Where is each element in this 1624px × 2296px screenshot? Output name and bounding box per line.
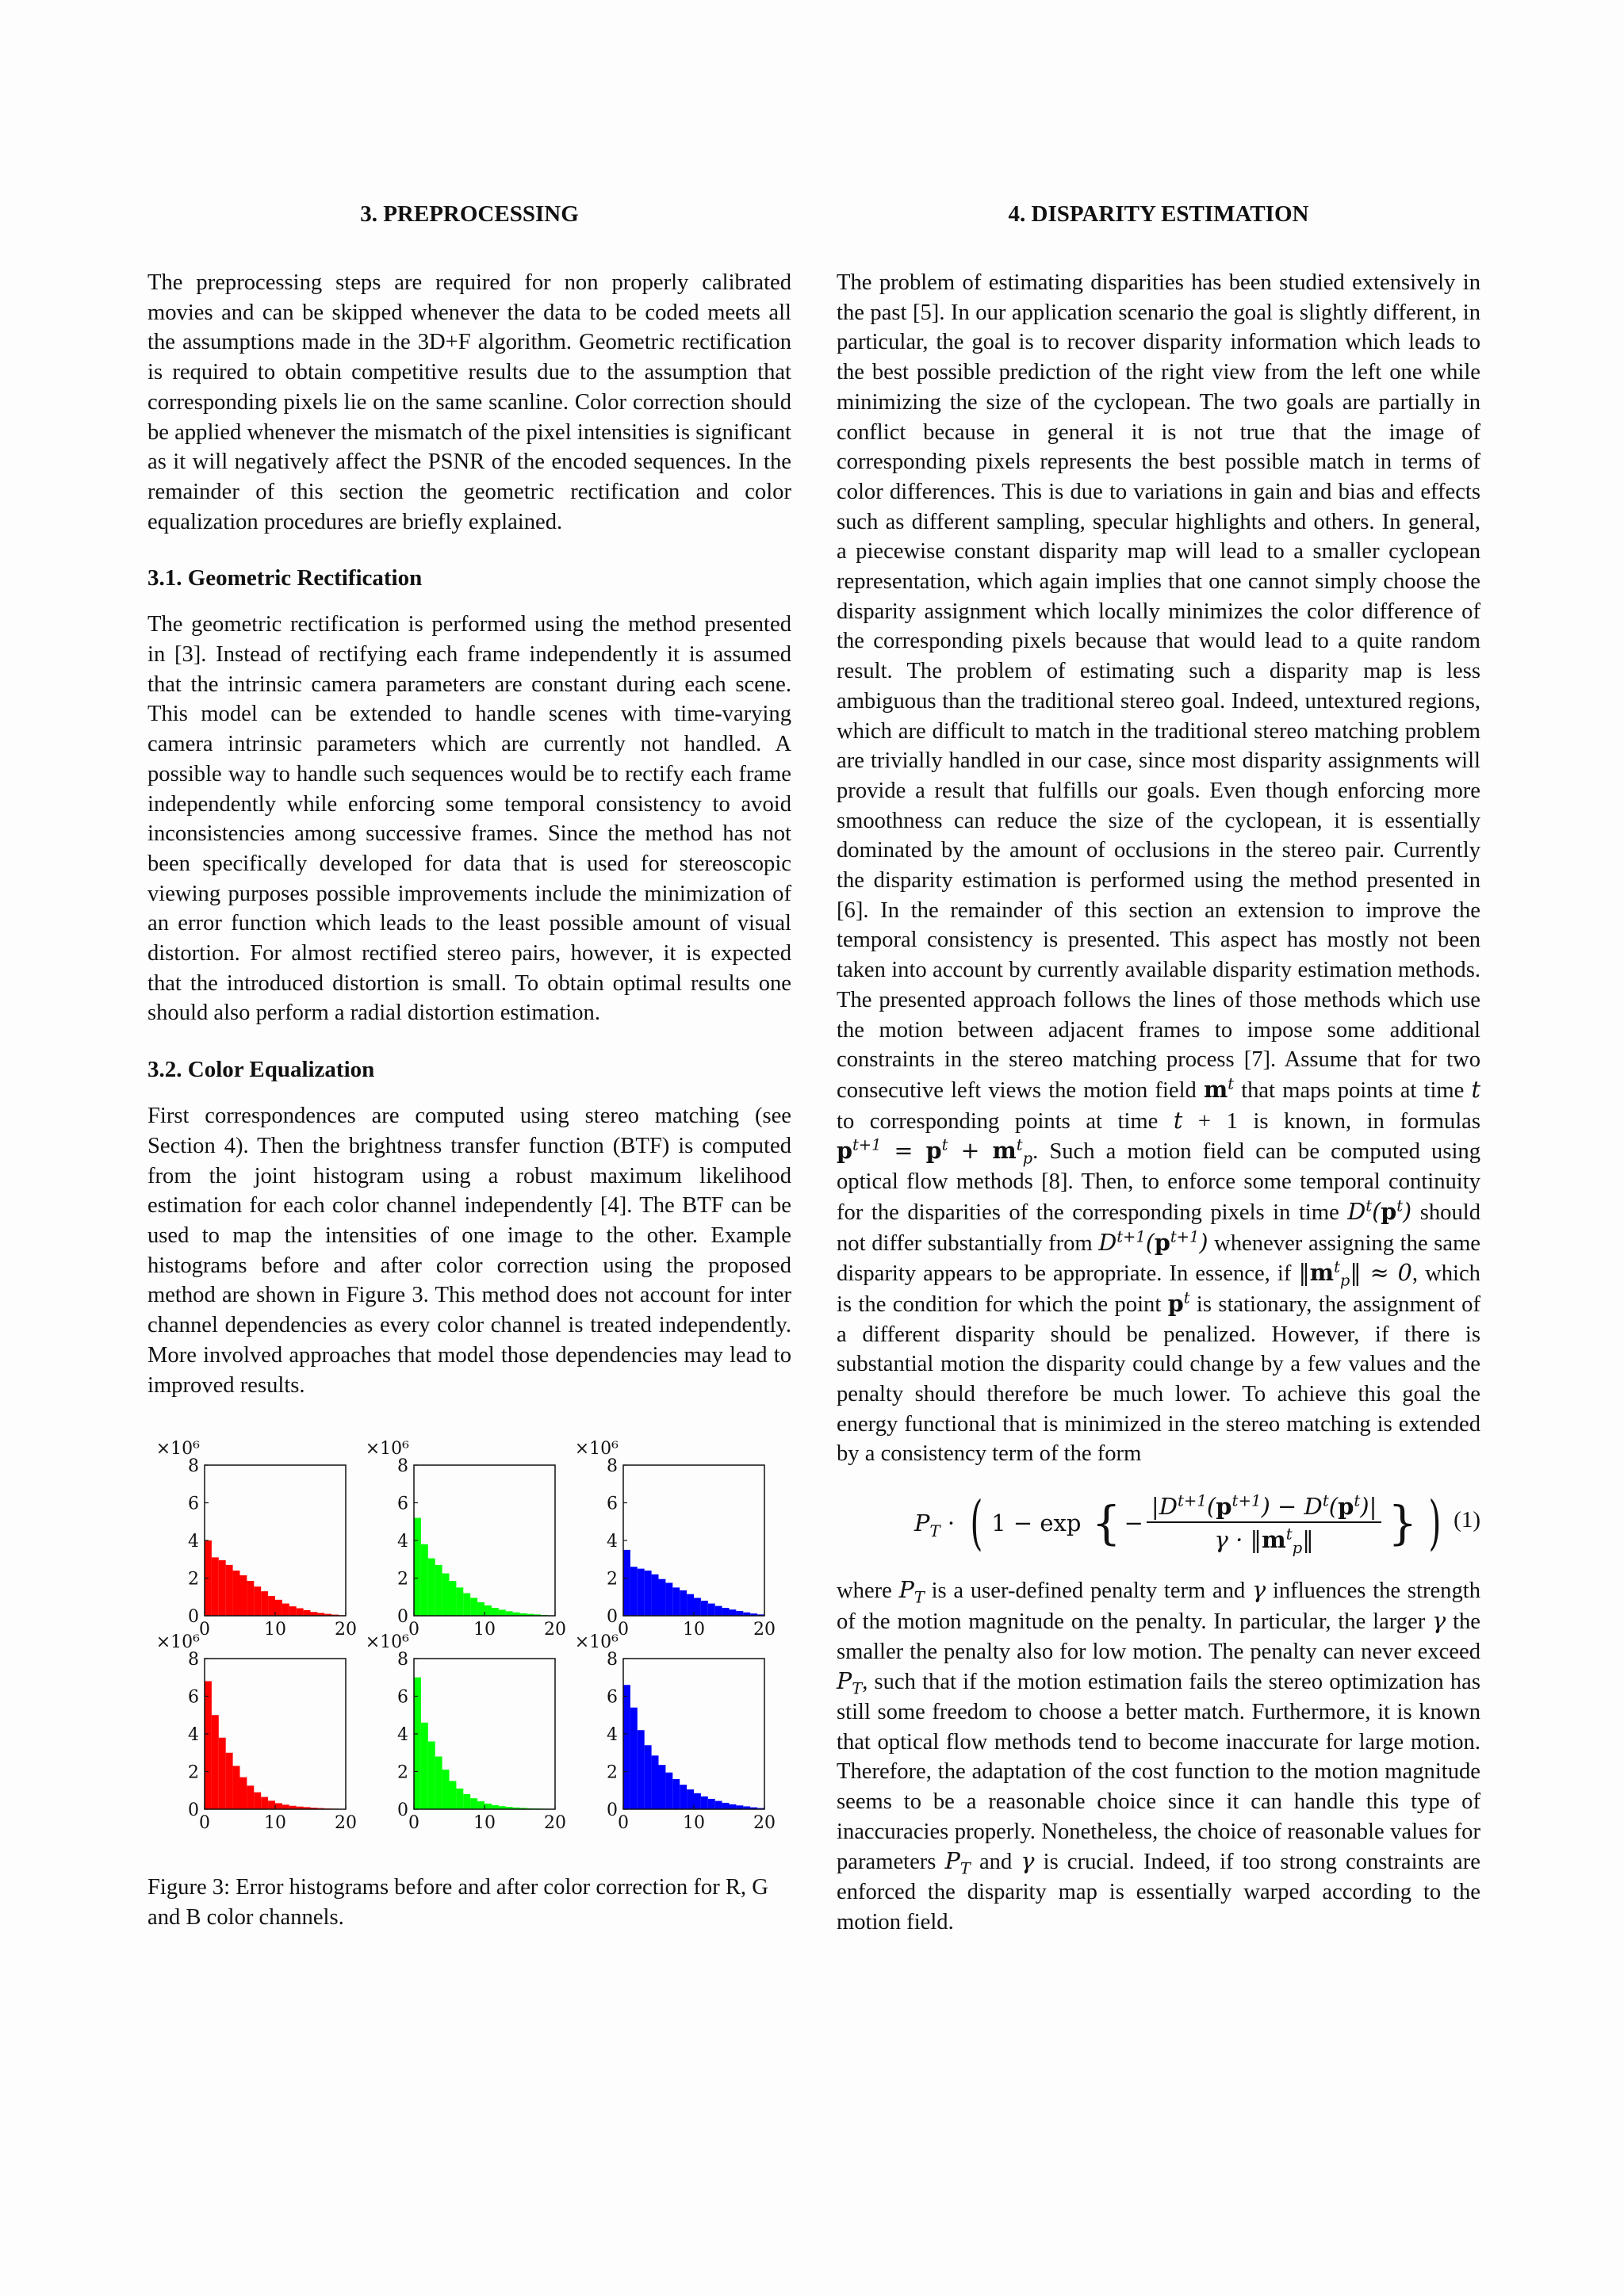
histogram-bar [304, 1610, 311, 1616]
histogram-bar [240, 1575, 247, 1616]
histogram-bar [414, 1518, 421, 1617]
subsection-3-1-title: 3.1. Geometric Rectification [147, 565, 423, 591]
x-tick-label: 20 [544, 1620, 566, 1640]
y-scale-label: ×10⁶ [155, 1439, 200, 1460]
histogram-bar [499, 1610, 506, 1617]
histogram-bar [477, 1801, 485, 1809]
section-3-intro: The preprocessing steps are required for non properly calibrated movies and can be skipped whenever the data to be coded meets all the assumptions made in the 3D+F algorithm. Geometric rectification is required to obtain competitive results due to the assumption that corresponding pixels lie on the same scanline. Color correction should be applied whenever the mismatch of the pixel intensities is significant as it will negatively affect the PSNR of the encoded sequences. In the remainder of this section the geometric rectification and color equalization procedures are briefly explained. [147, 270, 791, 534]
figure-3-caption: Figure 3: Error histograms before and after color correction for R, G and B color channels. [147, 1875, 768, 1930]
y-scale-label: ×10⁶ [365, 1632, 409, 1653]
y-tick-label: 2 [607, 1569, 618, 1590]
histogram-bar [708, 1604, 715, 1616]
y-tick-label: 0 [607, 1800, 618, 1821]
histogram-bar [638, 1569, 645, 1616]
histogram-bar [212, 1558, 219, 1617]
x-tick-label: 10 [473, 1813, 496, 1834]
x-tick-label: 10 [683, 1620, 705, 1640]
histogram-panel-r-before [156, 1439, 357, 1640]
histogram-bar [421, 1723, 428, 1809]
histogram-bar [456, 1588, 463, 1617]
histogram-bar [233, 1766, 240, 1810]
histogram-bar [463, 1594, 470, 1617]
histogram-bar [715, 1801, 722, 1809]
x-tick-label: 10 [683, 1813, 705, 1834]
y-tick-label: 6 [397, 1494, 408, 1514]
histogram-bar [219, 1560, 226, 1616]
y-tick-label: 8 [397, 1456, 408, 1477]
histogram-bar [645, 1745, 652, 1809]
subsection-3-2-text: First correspondences are computed using stereo matching (see Section 4). Then the brightness transfer function (BTF) is computed from the joint histogram using a robust maximum likelihood estimation for each color channel independently [4]. The BTF can be used to map the intensities of one image to the other. Example histograms before and after color correction using the proposed method are shown in Figure 3. This method does not account for inter channel dependencies as every color channel is treated independently. More involved approaches that model those dependencies may lead to improved results. [147, 1104, 791, 1398]
histogram-grid [147, 1432, 791, 1855]
histogram-bar [687, 1594, 694, 1616]
x-tick-label: 0 [199, 1813, 210, 1834]
y-tick-label: 4 [188, 1532, 199, 1552]
y-tick-label: 0 [397, 1800, 408, 1821]
histogram-bar [623, 1685, 630, 1809]
histogram-bar [659, 1579, 666, 1616]
histogram-bar [623, 1550, 630, 1616]
histogram-bar [219, 1738, 226, 1809]
histogram-bar [730, 1609, 737, 1616]
histogram-bar [485, 1804, 492, 1809]
histogram-bar [233, 1571, 240, 1616]
y-scale-label: ×10⁶ [574, 1632, 619, 1653]
histogram-bar [435, 1565, 442, 1616]
histogram-bar [261, 1591, 268, 1616]
y-scale-label: ×10⁶ [574, 1439, 619, 1460]
histogram-bar [665, 1773, 672, 1809]
y-scale-label: ×10⁶ [365, 1439, 409, 1460]
histogram-panel-r-after [156, 1632, 357, 1833]
histogram-bar [247, 1786, 254, 1810]
y-tick-label: 8 [397, 1650, 408, 1670]
section-4-paragraph-2: where $P_T$ is a user-defined penalty term and γ influences the strength of the motion magnitude on the penalty. In particular, the larger γ the smaller the penalty also for low motion. The penalty can never exceed $P_T$, such that if the motion estimation fails the stereo optimization has still some freedom to choose a better match. Furthermore, it is known that optical flow methods tend to become inaccurate for large motion. Therefore, the adaptation of the cost function to the motion magnitude seems to be a reasonable choice since it can handle this type of inaccuracies properly. Nonetheless, the choice of reasonable values for parameters $P_T$ and γ is crucial. Indeed, if too strong constraints are enforced the disparity map is essentially warped according to the motion field. [837, 1576, 1480, 1934]
histogram-bar [736, 1611, 743, 1616]
histogram-bar [492, 1608, 499, 1616]
histogram-bar [240, 1777, 247, 1809]
section-4-paragraph-1: The problem of estimating disparities has been studied extensively in the past [5]. In our application scenario the goal is slightly different, in particular, the goal is to recover disparity information which leads to the best possible prediction of the right view from the left one while minimizing the size of the cyclopean. The two goals are partially in conflict because in general it is not true that the image of corresponding pixels represents the best possible match in terms of color differences. This is due to variations in gain and bias and effects such as different sampling, specular highlights and others. In general, a piecewise constant disparity map will lead to a smaller cyclopean representation, which again implies that one cannot simply choose the disparity assignment which locally minimizes the color difference of the corresponding pixels because that would lead to a quite random result. The problem of estimating such a disparity map is less ambiguous than the traditional stereo goal. Indeed, untextured regions, which are difficult to match in the traditional stereo matching problem are trivially handled in our case, since most disparity assignments will provide a result that fulfills our goals. Even though enforcing more smoothness can reduce the size of the cyclopean, it is essentially dominated by the amount of occlusions in the stereo pair. Currently the disparity estimation is performed using the method presented in [6]. In the remainder of this section an extension to improve the temporal consistency is presented. This aspect has mostly not been taken into account by currently available disparity estimation methods. The presented approach follows the lines of those methods which use the motion between adjacent frames to impose some additional constraints in the stereo matching process [7]. Assume that for two consecutive left views the motion field $m^t$ that maps points at time t to corresponding points at time t + 1 is known, in formulas $p^{t+1} = p^t + m^t_p$. Such a motion field can be computed using optical flow methods [8]. Then, to enforce some temporal continuity for the disparities of the corresponding pixels in time $D^t(p^t)$ should not differ substantially from $D^{t+1}(p^{t+1})$ whenever assigning the same disparity appears to be appropriate. In essence, if $‖m^t_p‖ \approx 0$, which is the condition for which the point $p^t$ is stationary, the assignment of a different disparity should be penalized. However, if there is substantial motion the disparity could change by a few values and the penalty should therefore be much lower. To achieve this goal the energy functional that is minimized in the stereo matching is extended by a consistency term of the form [837, 270, 1481, 1467]
histogram-bar [289, 1606, 297, 1616]
y-tick-label: 6 [397, 1687, 408, 1708]
histogram-bar [275, 1600, 282, 1616]
histogram-bar [442, 1574, 450, 1616]
x-tick-label: 10 [473, 1620, 496, 1640]
y-tick-label: 6 [188, 1687, 199, 1708]
histogram-bar [630, 1708, 638, 1809]
y-tick-label: 0 [188, 1800, 199, 1821]
histogram-bar [254, 1793, 261, 1809]
histogram-bar [672, 1779, 680, 1809]
histogram-bar [665, 1583, 672, 1617]
histogram-bar [694, 1598, 701, 1617]
y-scale-label: ×10⁶ [155, 1632, 200, 1653]
y-tick-label: 2 [607, 1762, 618, 1783]
histogram-bar [477, 1602, 485, 1616]
y-tick-label: 2 [397, 1762, 408, 1783]
histogram-bar [450, 1581, 457, 1616]
histogram-bar [722, 1608, 730, 1616]
histogram-bar [428, 1742, 435, 1810]
y-tick-label: 2 [188, 1569, 199, 1590]
section-3-title: 3. PREPROCESSING [360, 201, 579, 227]
histogram-bar [268, 1801, 275, 1810]
equation-1-number: (1) [1454, 1507, 1480, 1533]
y-tick-label: 6 [607, 1494, 618, 1514]
histogram-bar [226, 1753, 233, 1809]
histogram-panel-g-after [366, 1632, 566, 1833]
histogram-bar [722, 1803, 730, 1809]
y-tick-label: 8 [188, 1650, 199, 1670]
y-tick-label: 6 [607, 1687, 618, 1708]
histogram-bar [694, 1793, 701, 1809]
histogram-bar [428, 1559, 435, 1616]
histogram-panel-b-after [575, 1632, 776, 1833]
x-tick-label: 0 [618, 1813, 629, 1834]
histogram-bar [680, 1590, 687, 1616]
histogram-bar [638, 1730, 645, 1809]
histogram-bar [456, 1789, 463, 1809]
histogram-bar [485, 1605, 492, 1616]
x-tick-label: 20 [753, 1813, 776, 1834]
x-tick-label: 0 [618, 1620, 629, 1640]
subsection-3-2-title: 3.2. Color Equalization [147, 1057, 375, 1083]
histogram-bar [414, 1678, 421, 1809]
right-column [837, 198, 1480, 1938]
y-tick-label: 2 [188, 1762, 199, 1783]
histogram-bar [659, 1765, 666, 1809]
histogram-bar [701, 1601, 708, 1616]
histogram-bar [645, 1571, 652, 1616]
histogram-bar [730, 1804, 737, 1809]
histogram-bar [261, 1797, 268, 1809]
histogram-bar [680, 1785, 687, 1809]
histogram-bar [450, 1781, 457, 1810]
y-tick-label: 4 [397, 1725, 408, 1746]
y-tick-label: 2 [397, 1569, 408, 1590]
histogram-bar [701, 1797, 708, 1809]
y-tick-label: 0 [607, 1607, 618, 1628]
y-tick-label: 8 [188, 1456, 199, 1477]
x-tick-label: 20 [335, 1620, 357, 1640]
x-tick-label: 0 [408, 1620, 419, 1640]
y-tick-label: 4 [607, 1532, 618, 1552]
histogram-bar [268, 1596, 275, 1616]
equation-1 [837, 1482, 1480, 1564]
histogram-panel-b-before [575, 1439, 776, 1640]
x-tick-label: 10 [264, 1813, 286, 1834]
histogram-bar [687, 1789, 694, 1809]
histogram-bar [442, 1770, 450, 1809]
histogram-bar [421, 1544, 428, 1616]
histogram-bar [708, 1799, 715, 1809]
x-tick-label: 20 [335, 1813, 357, 1834]
histogram-bar [297, 1609, 304, 1617]
left-column [147, 198, 791, 1933]
x-tick-label: 0 [199, 1620, 210, 1640]
histogram-bar [470, 1598, 477, 1617]
histogram-bar [247, 1581, 254, 1616]
histogram-bar [470, 1798, 477, 1809]
histogram-bar [506, 1612, 513, 1617]
y-tick-label: 4 [188, 1725, 199, 1746]
histogram-bar [205, 1682, 212, 1810]
figure-3 [147, 1432, 791, 1855]
y-tick-label: 6 [188, 1494, 199, 1514]
histogram-panel-g-before [366, 1439, 566, 1640]
histogram-bar [463, 1794, 470, 1809]
equation-1-formula: $P_T$ · ( 1 − exp { − $\frac{|D^{t+1}(p^{t+1}) - D^t(p^t)|}{\gamma \cdot ‖m^t_p‖}$ } ) [914, 1489, 1442, 1558]
x-tick-label: 0 [408, 1813, 419, 1834]
y-tick-label: 8 [607, 1456, 618, 1477]
y-tick-label: 0 [188, 1607, 199, 1628]
histogram-bar [652, 1575, 659, 1616]
y-tick-label: 4 [607, 1725, 618, 1746]
histogram-bar [282, 1805, 289, 1810]
y-tick-label: 0 [397, 1607, 408, 1628]
y-tick-label: 8 [607, 1650, 618, 1670]
y-tick-label: 4 [397, 1532, 408, 1552]
histogram-bar [275, 1804, 282, 1810]
x-tick-label: 20 [544, 1813, 566, 1834]
histogram-bar [715, 1606, 722, 1616]
histogram-bar [282, 1604, 289, 1616]
histogram-bar [226, 1565, 233, 1616]
histogram-bar [212, 1715, 219, 1809]
subsection-3-1-text: The geometric rectification is performed using the method presented in [3]. Instead of rectifying each frame independently it is assumed that the intrinsic camera parameters are constant during each scene. This model can be extended to handle scenes with time-varying camera intrinsic parameters which are currently not handled. A possible way to handle such sequences would be to rectify each frame independently while enforcing some temporal consistency to avoid inconsistencies among successive frames. Since the method has not been specifically developed for data that is used for stereoscopic viewing purposes possible improvements include the minimization of an error function which leads to the least possible amount of visual distortion. For almost rectified stereo pairs, however, it is expected that the introduced distortion is small. To obtain optimal results one should also perform a radial distortion estimation. [147, 612, 791, 1026]
histogram-bar [492, 1805, 499, 1809]
histogram-bar [630, 1567, 638, 1616]
section-4-title: 4. DISPARITY ESTIMATION [1008, 201, 1309, 227]
histogram-bar [652, 1756, 659, 1810]
histogram-bar [435, 1757, 442, 1810]
histogram-bar [672, 1588, 680, 1617]
histogram-bar [254, 1586, 261, 1616]
x-tick-label: 10 [264, 1620, 286, 1640]
x-tick-label: 20 [753, 1620, 776, 1640]
